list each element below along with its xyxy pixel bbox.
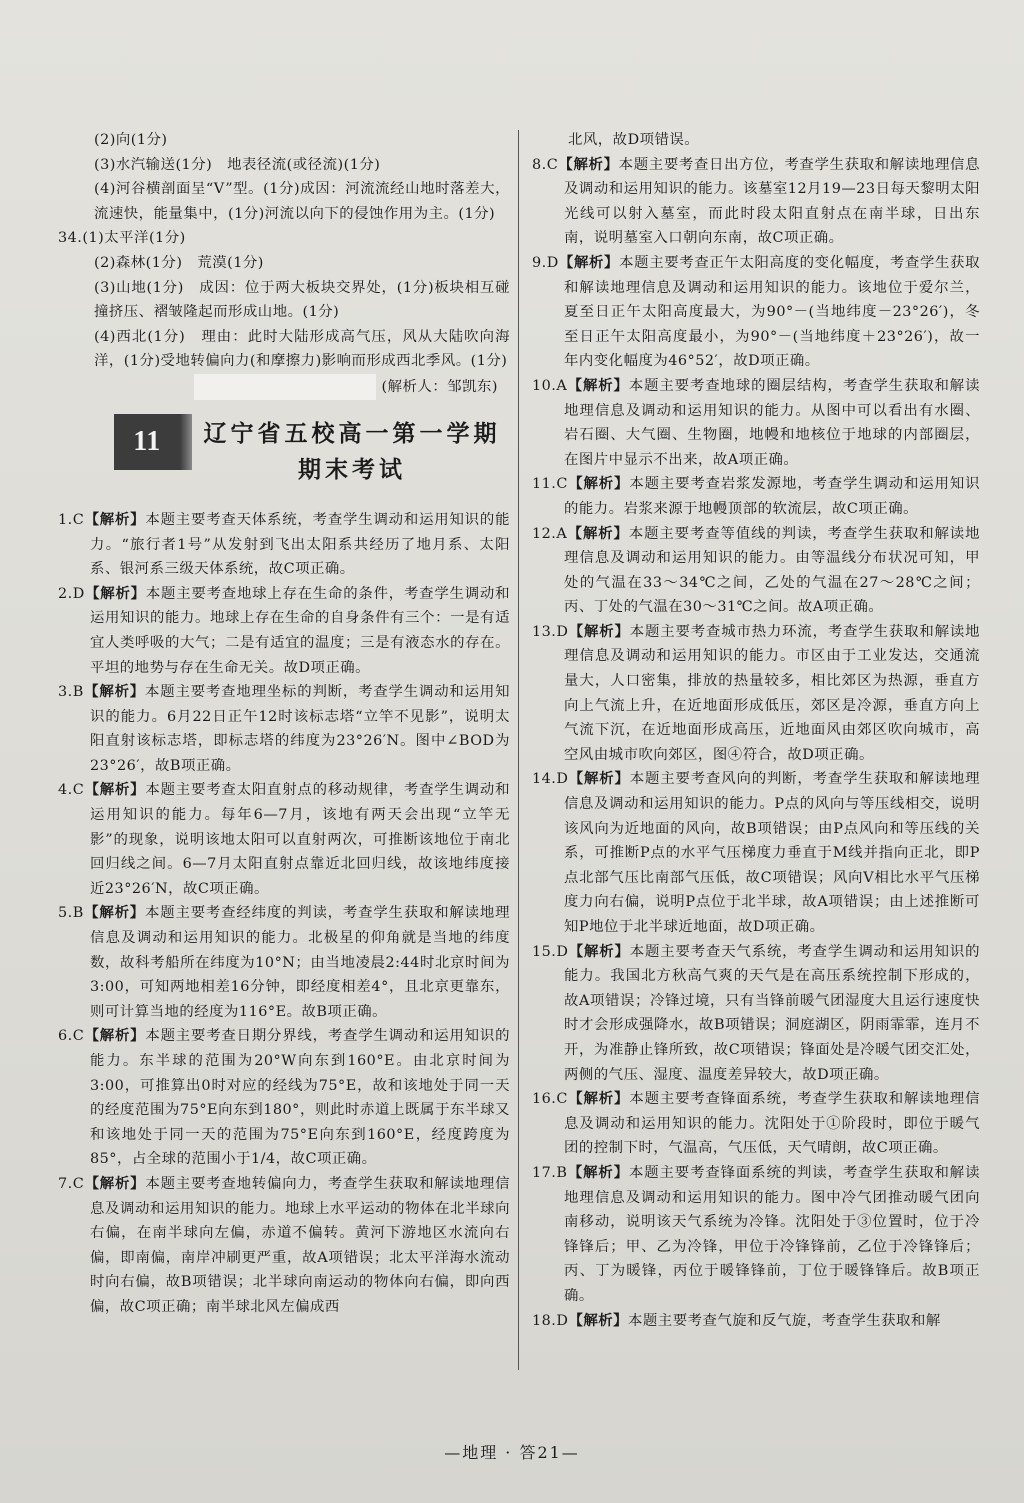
question-item <box>532 472 980 521</box>
q34-part-c: (3)山地(1分) 成因：位于两大板块交界处，(1分)板块相互碰撞挤压、褶皱隆起而形成山地。(1分) <box>94 279 510 321</box>
question-number: 13.D <box>532 623 569 640</box>
right-question-list <box>532 153 980 1334</box>
question-explanation: 本题主要考查等值线的判读，考查学生获取和解读地理信息及调动和运用知识的能力。由等温线分布状况可知，甲处的气温在33～34℃之间，乙处的气温在27～28℃之间；丙、丁处的气温在30～31℃之间。故A项正确。 <box>564 525 980 616</box>
question-explanation: 本题主要考查经纬度的判读，考查学生获取和解读地理信息及调动和运用知识的能力。北极星的仰角就是当地的纬度数，故科考船所在纬度为10°N；由当地凌晨2:44时北京时间为3:00，可知两地相差16分钟，即经度相差4°，且北京更靠东，则可计算当地的经度为116°E。故B项正确。 <box>90 905 510 1020</box>
question-explanation: 本题主要考查天体系统，考查学生调动和运用知识的能力。“旅行者1号”从发射到飞出太阳系共经历了地月系、太阳系、银河系三级天体系统，故C项正确。 <box>90 511 510 578</box>
question-item <box>532 940 980 1088</box>
question-item <box>532 153 980 251</box>
question-explanation: 本题主要考查锋面系统的判读，考查学生获取和解读地理信息及调动和运用知识的能力。图中冷气团推动暖气团向南移动，说明该天气系统为冷锋。沈阳处于③位置时，位于冷锋锋后；甲、乙为冷锋，甲位于冷锋锋前，乙位于冷锋锋后；丙、丁为暖锋，丙位于暖锋锋前，丁位于暖锋锋后。故B项正确。 <box>564 1164 980 1304</box>
question-item <box>532 1161 980 1309</box>
analysis-tag: 【解析】 <box>568 622 630 640</box>
question-number: 12.A <box>532 525 568 542</box>
question-item <box>58 1172 510 1320</box>
question-explanation: 本题主要考查锋面系统，考查学生获取和解读地理信息及调动和运用知识的能力。沈阳处于①阶段时，即位于暖气团的控制下时，气温高，气压低，天气晴朗，故C项正确。 <box>564 1091 980 1157</box>
analysis-tag: 【解析】 <box>84 781 146 799</box>
question-number: 8.C <box>532 156 559 173</box>
signature-row <box>58 374 510 400</box>
right-column <box>532 128 980 1333</box>
analysis-tag: 【解析】 <box>84 1174 146 1192</box>
analysis-tag: 【解析】 <box>567 1163 629 1181</box>
question-item <box>532 1087 980 1161</box>
analysis-tag: 【解析】 <box>568 770 630 788</box>
question-item <box>58 1024 510 1172</box>
analysis-tag: 【解析】 <box>568 1311 629 1329</box>
question-explanation: 本题主要考查地理坐标的判断，考查学生调动和运用知识的能力。6月22日正午12时该标志塔“立竿不见影”，说明太阳直射该标志塔，即标志塔的纬度为23°26′N。图中∠BOD为23°26′，故B项正确。 <box>90 684 510 774</box>
question-number: 7.C <box>58 1175 85 1192</box>
question-explanation: 本题主要考查气旋和反气旋，考查学生获取和解 <box>628 1312 941 1329</box>
analysis-tag: 【解析】 <box>83 904 146 922</box>
analysis-tag: 【解析】 <box>567 524 629 542</box>
question-number: 16.C <box>532 1091 568 1108</box>
q34-number: 34. <box>58 230 83 247</box>
analysis-tag: 【解析】 <box>84 1027 146 1045</box>
question-explanation: 本题主要考查岩浆发源地，考查学生调动和运用知识的能力。岩浆来源于地幔顶部的软流层，故C项正确。 <box>564 476 980 517</box>
section-title-line2: 期末考试 <box>298 455 406 483</box>
answer-line: (3)水汽输送(1分) 地表径流(或径流)(1分) <box>94 156 381 173</box>
q34-part-a: (1)太平洋(1分) <box>82 230 186 247</box>
question-explanation: 本题主要考查地球的圈层结构，考查学生获取和解读地理信息及调动和运用知识的能力。从图中可以看出有水圈、岩石圈、大气圈、生物圈，地幔和地核位于地球的内部圈层，在图片中显示不出来，故A项正确。 <box>564 377 980 468</box>
question-explanation: 本题主要考查地球上存在生命的条件，考查学生调动和运用知识的能力。地球上存在生命的自身条件有三个：一是有适宜人类呼吸的大气；二是有适宜的温度；三是有液态水的存在。平坦的地势与存在生命无关。故D项正确。 <box>90 585 510 676</box>
question-item <box>532 251 980 374</box>
question-explanation: 本题主要考查风向的判断，考查学生获取和解读地理信息及调动和运用知识的能力。P点的风向与等压线相交，说明该风向为近地面的风向，故B项错误；由P点风向和等压线的关系，可推断P点的水平气压梯度力垂直于M线并指向正北，即P点北部气压比南部气压低，故C项错误；风向V相比水平气压梯度力向右偏，说明P点位于北半球，故A项错误；由上述推断可知P地位于北半球近地面，故D项正确。 <box>564 771 980 935</box>
question-number: 3.B <box>58 684 84 701</box>
analysis-tag: 【解析】 <box>568 942 630 960</box>
question-explanation: 本题主要考查日出方位，考查学生获取和解读地理信息及调动和运用知识的能力。该墓室12月19—23日每天黎明太阳光线可以射入墓室，而此时段太阳直射点在南半球，日出东南，说明墓室入口朝向东南，故C项正确。 <box>564 156 980 247</box>
analysis-tag: 【解析】 <box>567 475 630 493</box>
question-item <box>532 767 980 939</box>
question-explanation: 本题主要考查正午太阳高度的变化幅度，考查学生获取和解读地理信息及调动和运用知识的能力。该地位于爱尔兰，夏至日正午太阳高度最大，为90°－(当地纬度－23°26′)，冬至日正午太阳高度最小，为90°－(当地纬度＋23°26′)，故一年内变化幅度为46°52′，故D项正确。 <box>564 254 980 370</box>
question-item <box>532 1309 980 1334</box>
question-number: 2.D <box>58 585 85 602</box>
question-item <box>532 374 980 472</box>
section-title <box>192 416 512 488</box>
question-number: 9.D <box>532 254 559 271</box>
question-item <box>58 901 510 1024</box>
analysis-tag: 【解析】 <box>558 253 620 271</box>
question-explanation: 本题主要考查日期分界线，考查学生调动和运用知识的能力。东半球的范围为20°W向东到160°E。由北京时间为3:00，可推算出0时对应的经线为75°E，故和该地处于同一天的经度范围为75°E向东到180°，则此时赤道上既属于东半球又和该地处于同一天的范围为75°E向东到160°E，经度跨度为85°，占全球的范围小于1/4，故C项正确。 <box>90 1028 510 1168</box>
question-item <box>58 508 510 582</box>
analysis-tag: 【解析】 <box>558 155 619 173</box>
analysis-tag: 【解析】 <box>84 510 146 528</box>
question-number: 10.A <box>532 377 568 394</box>
question-number: 4.C <box>58 782 85 799</box>
q34-part-d: (4)西北(1分) 理由：此时大陆形成高气压，风从大陆吹向海洋，(1分)受地转偏向力(和摩擦力)影响而形成西北季风。(1分) <box>94 328 510 370</box>
question-item <box>58 680 510 778</box>
question-item <box>532 522 980 620</box>
left-column <box>58 128 510 1320</box>
question-explanation: 本题主要考查城市热力环流，考查学生获取和解读地理信息及调动和运用知识的能力。市区由于工业发达，交通流量大，人口密集，排放的热量较多，相比郊区为热源，垂直方向上气流上升，在近地面形成低压，郊区是冷源，垂直方向上气流下沉，在近地面形成高压，近地面风由郊区吹向城市，高空风由城市吹向郊区，图④符合，故D项正确。 <box>564 623 980 763</box>
analysis-tag: 【解析】 <box>83 683 146 701</box>
analysis-tag: 【解析】 <box>567 376 629 394</box>
question-item <box>58 582 510 680</box>
analysis-tag: 【解析】 <box>84 584 146 602</box>
analysis-tag: 【解析】 <box>567 1090 630 1108</box>
section-number-badge: 11 <box>114 414 180 470</box>
column-divider <box>518 130 519 1370</box>
question-explanation: 本题主要考查太阳直射点的移动规律，考查学生调动和运用知识的能力。每年6—7月，该地有两天会出现“立竿无影”的现象，说明该地太阳可以直射两次，可推断该地位于南北回归线之间。6—7月太阳直射点靠近北回归线，故该地纬度接近23°26′N，故C项正确。 <box>90 782 510 897</box>
section-title-line1: 辽宁省五校高一第一学期 <box>203 419 501 447</box>
q34-head <box>58 226 510 251</box>
blank-patch <box>194 374 376 400</box>
page-footer: —地理 · 答21— <box>444 1443 580 1462</box>
question-number: 14.D <box>532 771 569 788</box>
answer-line: (2)向(1分) <box>94 132 168 148</box>
question-number: 5.B <box>58 905 84 922</box>
question-number: 17.B <box>532 1164 568 1181</box>
signature: (解析人：邹凯东) <box>381 378 498 395</box>
question-explanation: 本题主要考查地转偏向力，考查学生获取和解读地理信息及调动和运用知识的能力。地球上水平运动的物体在北半球向右偏，在南半球向左偏，赤道不偏转。黄河下游地区水流向右偏，即南偏，南岸冲刷更严重，故A项错误；北太平洋海水流动时向右偏，故B项错误；北半球向南运动的物体向右偏，即向西偏，故C项正确；南半球北风左偏成西 <box>90 1175 510 1315</box>
question-item <box>58 778 510 901</box>
question-number: 1.C <box>58 511 85 528</box>
question-number: 18.D <box>532 1312 569 1329</box>
answer-line: (4)河谷横剖面呈“V”型。(1分)成因：河流流经山地时落差大，流速快，能量集中，(1分)河流以向下的侵蚀作用为主。(1分) <box>94 181 510 222</box>
left-question-list <box>58 508 510 1320</box>
section-header <box>58 414 510 500</box>
q34-part-b: (2)森林(1分) 荒漠(1分) <box>94 254 264 271</box>
question-item <box>532 620 980 768</box>
question-number: 15.D <box>532 943 569 960</box>
continued-text: 北风，故D项错误。 <box>568 132 700 148</box>
question-number: 6.C <box>58 1028 85 1045</box>
question-explanation: 本题主要考查天气系统，考查学生调动和运用知识的能力。我国北方秋高气爽的天气是在高压系统控制下形成的，故A项错误；冷锋过境，只有当锋前暖气团湿度大且运行速度快时才会形成强降水，故B项错误；洞庭湖区，阴雨霏霏，连月不开，为准静止锋所致，故C项错误；锋面处是冷暖气团交汇处，两侧的气压、湿度、温度差异较大，故D项正确。 <box>564 943 980 1083</box>
question-number: 11.C <box>532 476 568 493</box>
